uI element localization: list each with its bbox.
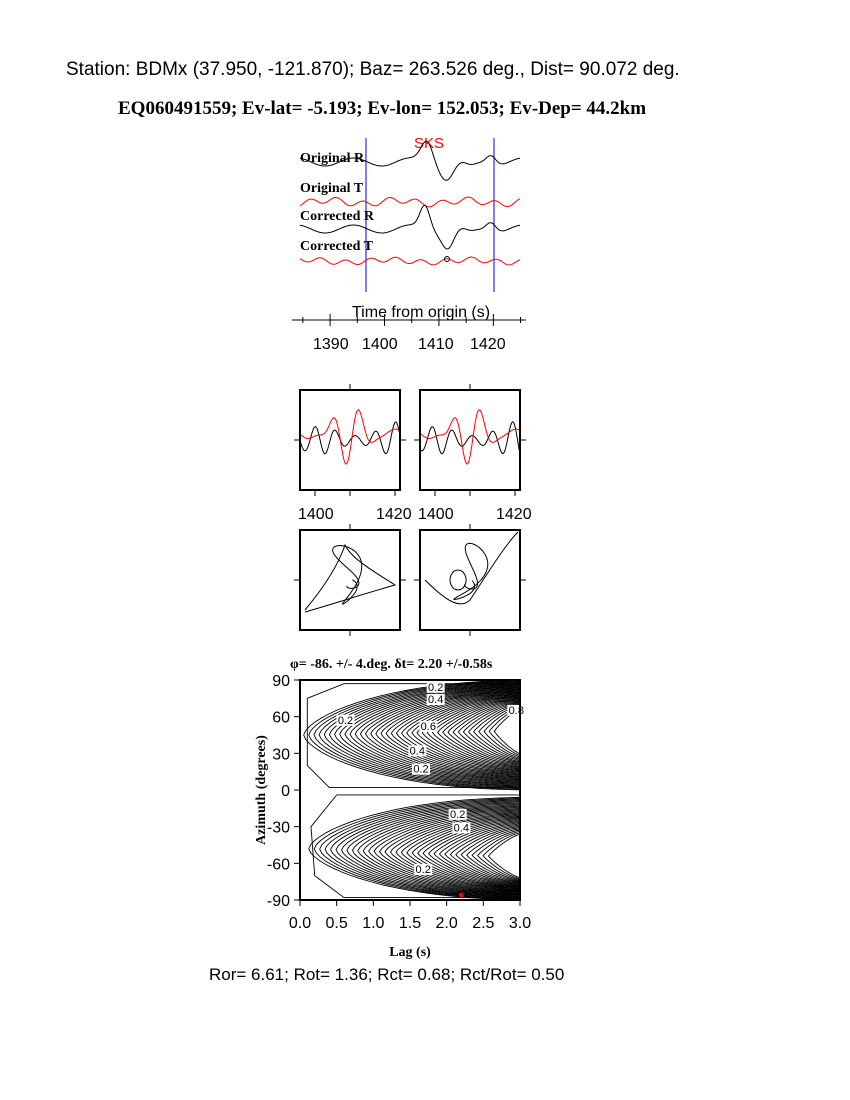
trace-label-corrected-r: Corrected R (300, 209, 374, 224)
waveform-left-tick-1420: 1420 (376, 506, 412, 523)
energy-contour-panel (254, 657, 535, 960)
contour-xtick-label: 0.5 (325, 915, 348, 932)
contour-ytick-label: -30 (266, 819, 290, 837)
contour-label: 0.2 (337, 714, 354, 727)
contour-label: 0.4 (453, 822, 469, 835)
waveform-left-transverse (300, 410, 399, 464)
ratios-line: Ror= 6.61; Rot= 1.36; Rct= 0.68; Rct/Rot= 0.50 (209, 965, 565, 984)
contour-label: 0.8 (508, 705, 524, 717)
contour-label: 0.4 (409, 745, 425, 758)
contour-ytick-label: -90 (266, 893, 290, 910)
time-tick-label-1420: 1420 (470, 336, 506, 353)
waveform-right-radial (420, 422, 519, 454)
trace-label-original-t: Original T (300, 181, 364, 196)
contour-ytick-labels (267, 673, 290, 910)
contour-xtick-label: 1.0 (362, 915, 385, 932)
contour-ytick-label: 30 (272, 746, 290, 764)
contour-label: 0.6 (420, 720, 436, 733)
particle-left-frame (300, 530, 400, 630)
particle-motion-corrected (425, 532, 518, 604)
contour-xtick-label: 2.0 (435, 915, 458, 932)
contour-xtick-labels (289, 915, 531, 932)
time-tick-label-1390: 1390 (313, 336, 349, 353)
trace-original-t (300, 197, 520, 207)
waveform-left-radial (300, 422, 399, 454)
contour-label: 0.2 (428, 681, 444, 694)
station-info-line: Station: BDMx (37.950, -121.870); Baz= 263.526 deg., Dist= 90.072 deg. (66, 59, 680, 80)
event-info-line: EQ060491559; Ev-lat= -5.193; Ev-lon= 152.053; Ev-Dep= 44.2km (118, 98, 647, 119)
contour-ytick-label: 60 (272, 709, 290, 727)
contour-ytick-label: 0 (281, 783, 290, 800)
particle-right-frame (420, 530, 520, 630)
trace-label-original-r: Original R (300, 151, 365, 166)
time-tick-label-1410: 1410 (418, 336, 454, 353)
contour-title: φ= -86. +/- 4.deg. δt= 2.20 +/-0.58s (290, 657, 493, 672)
time-axis-label: Time from origin (s) (352, 304, 491, 321)
contour-xtick-label: 1.5 (398, 915, 422, 932)
time-tick-label-1400: 1400 (362, 336, 398, 353)
contour-label: 0.2 (415, 863, 431, 876)
contour-label: 0.4 (428, 694, 444, 706)
waveform-left-tick-1400: 1400 (298, 506, 334, 523)
contour-y-axis-label: Azimuth (degrees) (254, 735, 269, 845)
phase-label: SKS (414, 135, 445, 152)
contour-ytick-label: -60 (266, 856, 290, 874)
contour-xtick-label: 2.5 (472, 915, 495, 932)
waveform-comparison-panel (294, 384, 532, 636)
trace-corrected-t (300, 257, 520, 265)
contour-label: 0.2 (413, 763, 429, 776)
contour-ytick-label: 90 (272, 673, 290, 690)
contour-x-axis-label: Lag (s) (389, 945, 431, 960)
best-fit-marker (459, 893, 464, 898)
contour-xtick-label: 3.0 (508, 915, 532, 932)
waveform-right-tick-1400: 1400 (418, 506, 454, 523)
contour-label: 0.2 (450, 808, 466, 821)
trace-label-corrected-t: Corrected T (300, 239, 373, 254)
waveform-right-frame (420, 390, 520, 490)
contour-xtick-label: 0.0 (288, 915, 312, 932)
particle-motion-panel (300, 530, 520, 630)
particle-motion-original (305, 545, 395, 612)
waveform-right-tick-1420: 1420 (496, 506, 532, 523)
seismogram-panel (292, 135, 526, 353)
